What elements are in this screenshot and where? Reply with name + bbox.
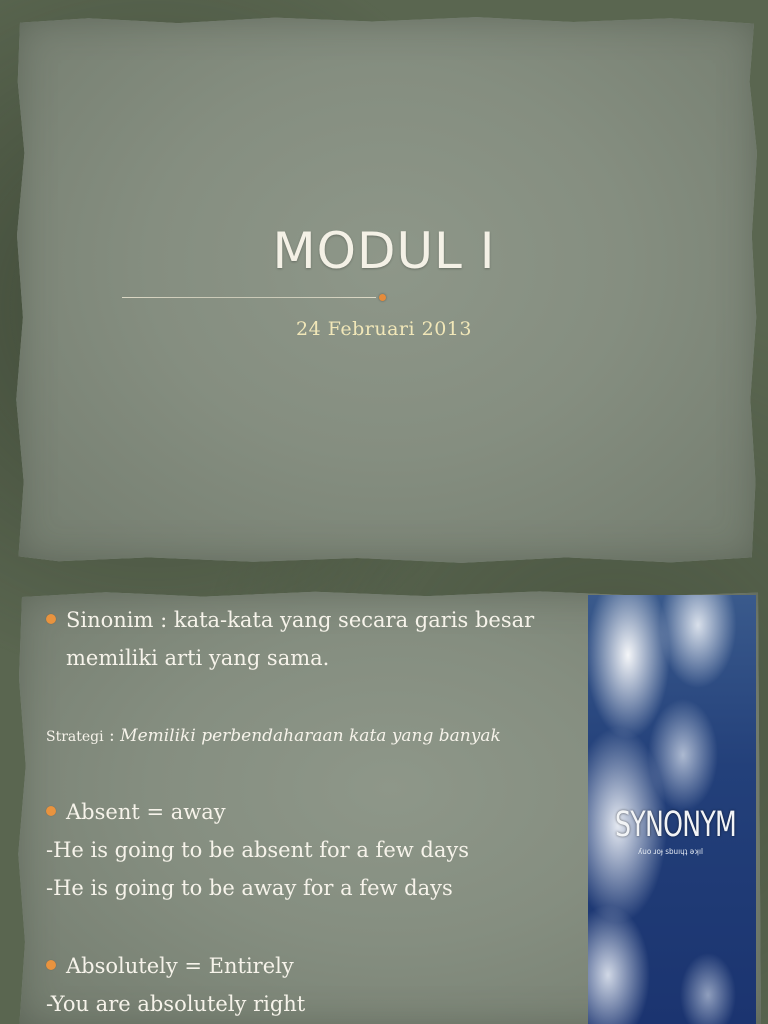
list-item (46, 800, 226, 824)
paper-background (14, 16, 760, 564)
synonym-pair: Absent = away (66, 800, 226, 824)
slide-title: MODUL I (272, 222, 496, 280)
bullet-dot-icon (46, 806, 56, 816)
bullet-dot-icon (46, 960, 56, 970)
list-item (46, 954, 294, 978)
example-sentence: -You are absolutely right (46, 992, 306, 1016)
image-title: SYNONYM (615, 805, 737, 845)
definition-text: Sinonim : kata-kata yang secara garis besar (66, 608, 535, 632)
strategy-label: Strategi (46, 729, 104, 745)
synonym-pair: Absolutely = Entirely (66, 954, 294, 978)
slide-date: 24 Februari 2013 (296, 318, 472, 340)
divider-line-right (122, 297, 376, 298)
bullet-dot-icon (46, 614, 56, 624)
divider-dot-icon (379, 294, 386, 301)
example-sentence: -He is going to be absent for a few days (46, 838, 470, 862)
image-subtitle: ʎuo ɹoɟ sbuıɥʇ ǝʞıl (638, 847, 703, 856)
strategy-separator: : (103, 726, 121, 746)
title-divider (122, 297, 646, 299)
list-item (46, 608, 534, 632)
strategy-text: Memiliki perbendaharaan kata yang banyak (120, 726, 501, 746)
content-slide (0, 580, 768, 1024)
strategy-line (46, 726, 501, 746)
definition-continued: memiliki arti yang sama. (66, 646, 330, 670)
synonym-sky-image (588, 595, 756, 1024)
example-sentence: -He is going to be away for a few days (46, 876, 453, 900)
